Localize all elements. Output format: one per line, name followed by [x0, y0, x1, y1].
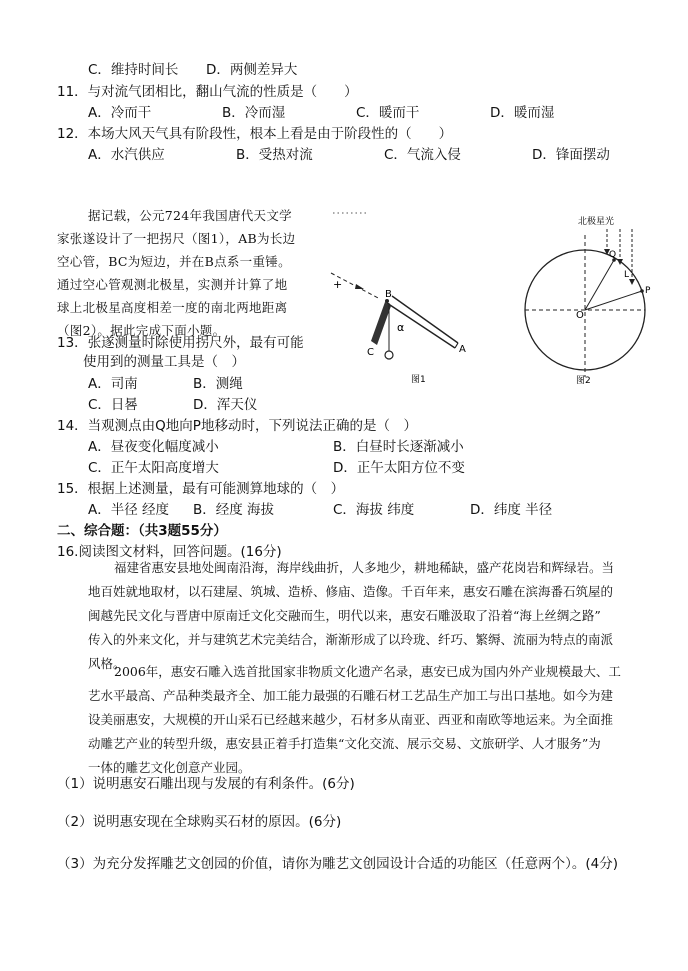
fig1-label-a: A	[459, 344, 466, 355]
q12-stem: 12．本场大风天气具有阶段性，根本上看是由于阶段性的（ ）	[57, 126, 453, 142]
q16-p1-line: 传入的外来文化，并与建筑艺术完美结合，渐渐形成了以玲珑、纤巧、繁缛、流丽为特点的南派	[88, 632, 614, 647]
fig1-label-c: C	[367, 347, 374, 358]
q16-p2-line: 动雕艺产业的转型升级，惠安县正着手打造集“文化交流、展示交易、文旅研学、人才服务”为	[88, 736, 601, 751]
fig2-label-l: L	[624, 270, 630, 280]
q13-option-b: B．测绳	[193, 376, 243, 392]
q12-option-b: B．受热对流	[236, 147, 313, 163]
fig1-label-b: B	[385, 289, 392, 300]
q14-option-b: B．白昼时长逐渐减小	[333, 439, 464, 455]
q16-p2-line: 设美丽惠安，大规模的开山采石已经越来越少，石材多从南亚、西亚和南欧等地运来。为全面推	[88, 712, 614, 727]
q13-option-c: C．日晷	[88, 397, 138, 413]
figure-2-caption: 图2	[576, 376, 591, 386]
q15-option-a: A．半径 经度	[88, 502, 170, 518]
fig2-radius-q	[585, 260, 614, 310]
q16-p1-line: 风格。	[88, 656, 126, 671]
q16-sub-question-3: （3）为充分发挥雕艺文创园的价值，请你为雕艺文创园设计合适的功能区（任意两个）。(4分)	[57, 856, 618, 872]
q13-stem-line-1: 13．张遂测量时除使用拐尺外，最有可能	[57, 335, 304, 351]
q11-option-d: D．暖而湿	[490, 105, 555, 121]
fig2-radius-p	[585, 291, 642, 310]
passage-line-4: 通过空心管观测北极星，实测并计算了地	[57, 277, 288, 292]
q15-option-c: C．海拔 纬度	[333, 502, 415, 518]
q11-option-c: C．暖而干	[356, 105, 420, 121]
q13-option-a: A．司南	[88, 376, 138, 392]
q13-stem-line-2: 使用到的测量工具是（ ）	[83, 354, 245, 370]
svg-text:+: +	[333, 278, 343, 291]
figure-2-diagram	[510, 205, 660, 390]
figure-2-title: 北极星光	[578, 217, 615, 227]
passage-line-3: 空心管，BC为短边，并在B点系一重锤。	[57, 254, 291, 269]
q14-option-c: C．正午太阳高度增大	[88, 460, 219, 476]
section-2-title: 二、综合题：（共3题55分）	[57, 523, 227, 539]
q16-p1-line: 福建省惠安县地处闽南沿海，海岸线曲折，人多地少，耕地稀缺，盛产花岗岩和辉绿岩。当	[114, 560, 615, 575]
fig2-label-o: O	[576, 310, 584, 321]
q16-p2-line: 一体的雕艺文化创意产业园。	[88, 760, 251, 775]
q14-stem: 14．当观测点由Q地向P地移动时，下列说法正确的是（ ）	[57, 418, 417, 434]
figure-1-diagram	[325, 205, 480, 390]
fig2-label-p: P	[645, 286, 651, 296]
q11-option-b: B．冷而湿	[222, 105, 286, 121]
q12-option-d: D．锋面摆动	[532, 147, 610, 163]
q12-option-c: C．气流入侵	[384, 147, 461, 163]
q15-option-d: D．纬度 半径	[470, 502, 553, 518]
passage-line-5: 球上北极星高度相差一度的南北两地距离	[57, 300, 288, 315]
fig1-star-ray	[331, 273, 380, 299]
q13-option-d: D．浑天仪	[193, 397, 258, 413]
q16-sub-question-2: （2）说明惠安现在全球购买石材的原因。(6分)	[57, 814, 342, 830]
q11-stem: 11．与对流气团相比，翻山气流的性质是（ ）	[57, 84, 358, 100]
q11-option-a: A．冷而干	[88, 105, 152, 121]
fig2-label-q: Q	[609, 250, 617, 260]
passage-line-6: （图2）。据此完成下面小题。	[57, 323, 226, 338]
passage-line-2: 家张遂设计了一把拐尺（图1），AB为长边	[57, 231, 296, 246]
fig1-short-arm-bc	[371, 302, 391, 345]
q10-option-c: C．维持时间长	[88, 62, 179, 78]
fig1-tube-edge-2	[392, 296, 458, 343]
q10-option-d: D．两侧差异大	[206, 62, 298, 78]
fig1-label-alpha: α	[397, 321, 405, 334]
q14-option-d: D．正午太阳方位不变	[333, 460, 465, 476]
q16-p1-line: 地百姓就地取材，以石建屋、筑城、造桥、修庙、造像。千百年来，惠安石雕在滨海番石筑屋的	[88, 584, 614, 599]
q15-stem: 15．根据上述测量，最有可能测算地球的（ ）	[57, 481, 345, 497]
figure-1-caption: 图1	[411, 375, 426, 385]
passage-line-1: 据记载，公元724年我国唐代天文学	[88, 208, 292, 223]
q16-p1-line: 闽越先民文化与晋唐中原南迁文化交融而生，明代以来，惠安石雕汲取了沿着“海上丝绸之路”	[88, 608, 601, 623]
q14-option-a: A．昼夜变化幅度减小	[88, 439, 219, 455]
q16-p2-line: 艺水平最高、产品种类最齐全、加工能力最强的石雕石材工艺品生产加工与出口基地。如今为建	[88, 688, 614, 703]
q16-sub-question-1: （1）说明惠安石雕出现与发展的有利条件。(6分)	[57, 776, 355, 792]
q12-option-a: A．水汽供应	[88, 147, 165, 163]
fig1-plumb-bob	[385, 351, 393, 359]
q15-option-b: B．经度 海拔	[193, 502, 275, 518]
q16-paragraph-2	[88, 660, 648, 780]
q16-paragraph-1	[88, 556, 648, 676]
q16-p2-line: 2006年，惠安石雕入选首批国家非物质文化遗产名录，惠安已成为国内外产业规模最大、工	[114, 664, 621, 679]
q16-stem: 16.阅读图文材料，回答问题。(16分)	[57, 544, 282, 560]
